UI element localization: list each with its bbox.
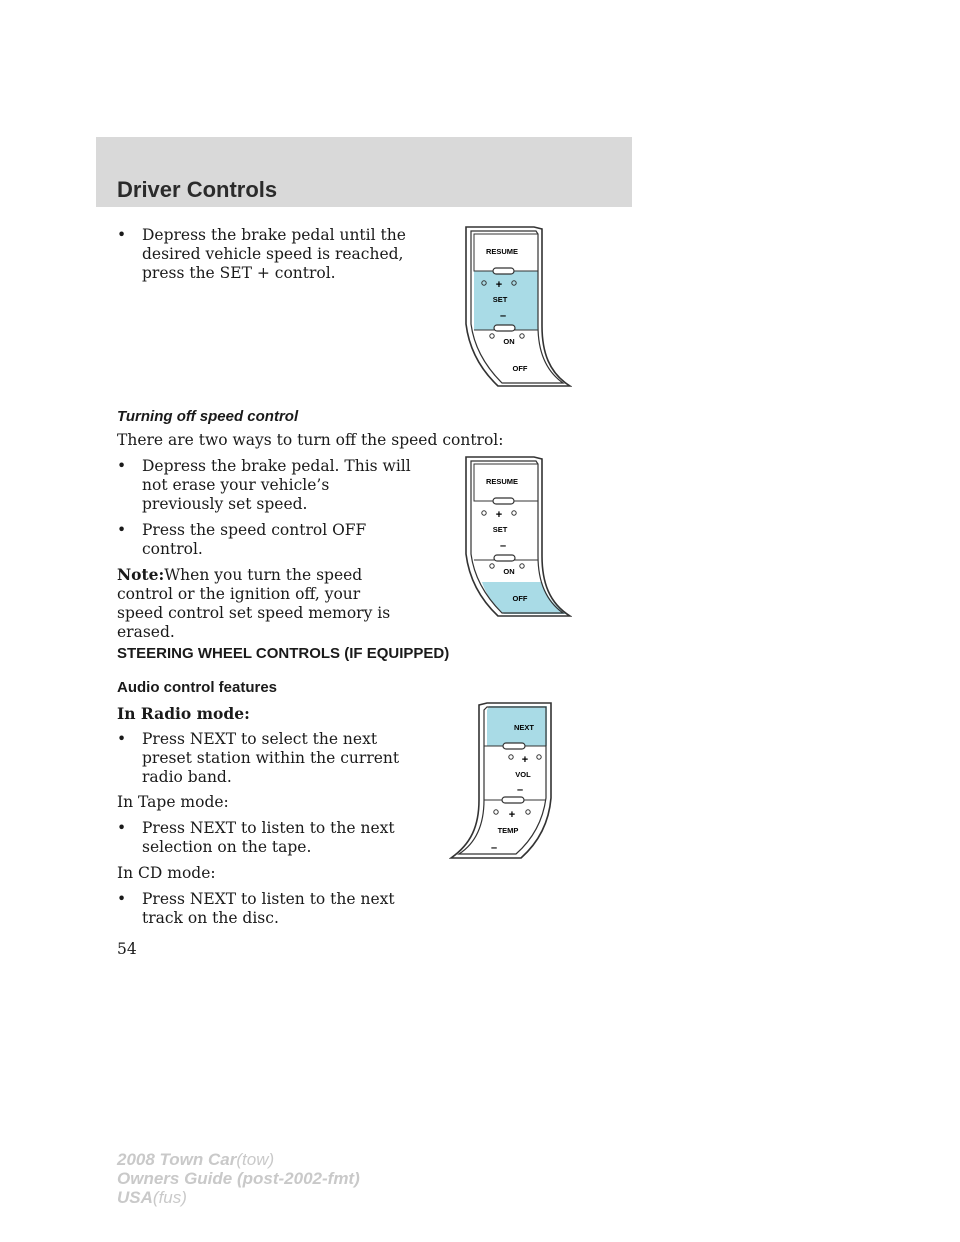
temp-plus-label: + xyxy=(508,809,516,821)
minus-label: – xyxy=(499,310,507,322)
footer xyxy=(117,1150,360,1207)
bullet-brake-text: Depress the brake pedal. This will not erase your vehicle’s previously set speed. xyxy=(142,457,411,513)
set-label: SET xyxy=(492,295,508,304)
radio-mode-label: In Radio mode: xyxy=(117,704,250,723)
footer-guide: Owners Guide (post-2002-fmt) xyxy=(117,1169,360,1188)
audio-controls-diagram xyxy=(449,702,555,864)
steering-heading: STEERING WHEEL CONTROLS (IF EQUIPPED) xyxy=(117,645,450,662)
turn-off-intro: There are two ways to turn off the speed control: xyxy=(117,431,504,449)
vol-plus-label: + xyxy=(521,754,529,766)
temp-label: TEMP xyxy=(497,826,519,835)
bullet-cd-text: Press NEXT to listen to the next track on the disc. xyxy=(142,890,395,927)
turn-off-heading: Turning off speed control xyxy=(117,408,299,425)
bullet-set-text: Depress the brake pedal until the desired vehicle speed is reached, press the SET + control. xyxy=(142,226,406,282)
on-label: ON xyxy=(503,337,515,346)
speed-control-set-diagram xyxy=(462,226,572,392)
speed-control-off-diagram xyxy=(462,456,572,622)
resume-label: RESUME xyxy=(485,247,519,256)
plus-label: + xyxy=(495,509,503,521)
next-label: NEXT xyxy=(513,723,535,732)
bullet-glyph: • xyxy=(117,819,127,837)
on-label: ON xyxy=(503,567,515,576)
bullet-glyph: • xyxy=(117,457,127,475)
bullet-glyph: • xyxy=(117,521,127,539)
page-title: Driver Controls xyxy=(117,177,278,202)
note-label: Note: xyxy=(117,565,165,584)
cd-mode-label: In CD mode: xyxy=(117,864,216,882)
footer-market: USA xyxy=(117,1188,153,1207)
note-paragraph xyxy=(117,565,407,642)
bullet-radio-text: Press NEXT to select the next preset station within the current radio band. xyxy=(142,730,400,786)
vol-minus-label: – xyxy=(516,784,524,796)
resume-label: RESUME xyxy=(485,477,519,486)
bullet-off-text: Press the speed control OFF control. xyxy=(142,521,367,558)
minus-label: – xyxy=(499,540,507,552)
temp-minus-label: – xyxy=(490,842,498,854)
bullet-glyph: • xyxy=(117,730,127,748)
note-text: When you turn the speed control or the ignition off, your speed control set speed memory is erased. xyxy=(117,566,391,641)
tape-mode-label: In Tape mode: xyxy=(117,793,229,811)
off-label: OFF xyxy=(512,364,528,373)
set-label: SET xyxy=(492,525,508,534)
off-label: OFF xyxy=(512,594,528,603)
audio-heading: Audio control features xyxy=(117,679,278,696)
footer-market-code: (fus) xyxy=(152,1188,187,1207)
bullet-tape-text: Press NEXT to listen to the next selection on the tape. xyxy=(142,819,395,856)
bullet-glyph: • xyxy=(117,226,127,244)
footer-model-code: (tow) xyxy=(236,1150,275,1169)
footer-model: 2008 Town Car xyxy=(117,1150,237,1169)
bullet-glyph: • xyxy=(117,890,127,908)
plus-label: + xyxy=(495,279,503,291)
page-number: 54 xyxy=(117,940,137,958)
vol-label: VOL xyxy=(515,770,531,779)
